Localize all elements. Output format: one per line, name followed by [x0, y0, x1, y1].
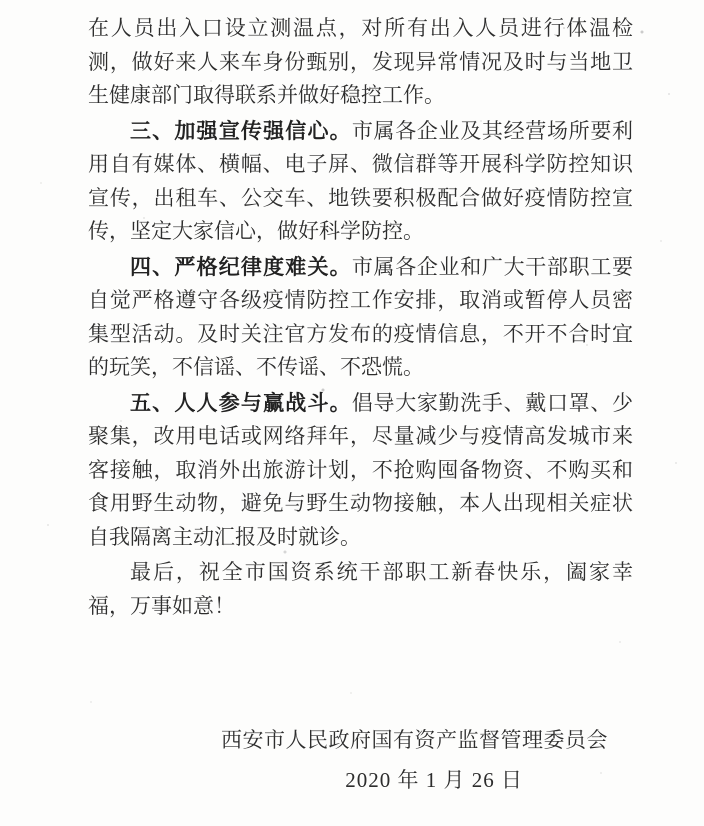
paragraph-closing [88, 556, 633, 623]
section-3-heading: 三、加强宣传强信心。 [130, 119, 352, 143]
paragraph-text: 在人员出入口设立测温点，对所有出入人员进行体温检测，做好来人来车身份甄别，发现异常情况及时与当地卫生健康部门取得联系并做好稳控工作。 [88, 16, 633, 107]
issuing-authority: 西安市人民政府国有资产监督管理委员会 [221, 728, 608, 752]
paragraph-section-4 [88, 251, 633, 385]
paragraph-continuation [88, 12, 633, 113]
paragraph-section-3 [88, 115, 633, 249]
scan-noise-speckles [0, 0, 2, 2]
issue-date: 2020 年 1 月 26 日 [345, 768, 523, 792]
section-5-heading: 五、人人参与赢战斗。 [130, 391, 352, 415]
signature-block [88, 724, 633, 796]
paragraph-section-5 [88, 387, 633, 555]
paragraph-text: 市属各企业及其经营场所要利用自有媒体、横幅、电子屏、微信群等开展科学防控知识宣传，出租车、公交车、地铁要积极配合做好疫情防控宣传，坚定大家信心，做好科学防控。 [88, 118, 634, 243]
document-body [88, 12, 633, 796]
paragraph-text: 倡导大家勤洗手、戴口罩、少聚集，改用电话或网络拜年，尽量减少与疫情高发城市来客接触，取消外出旅游计划，不抢购囤备物资、不购买和食用野生动物，避免与野生动物接触，本人出现相关症状自我隔离主动汇报及时就诊。 [88, 390, 634, 549]
paragraph-text: 市属各企业和广大干部职工要自觉严格遵守各级疫情防控工作安排，取消或暂停人员密集型活动。及时关注官方发布的疫情信息，不开不合时宜的玩笑，不信谣、不传谣、不恐慌。 [88, 254, 634, 379]
paragraph-text: 最后，祝全市国资系统干部职工新春快乐，阖家幸福，万事如意！ [88, 560, 633, 618]
section-4-heading: 四、严格纪律度难关。 [130, 255, 352, 279]
